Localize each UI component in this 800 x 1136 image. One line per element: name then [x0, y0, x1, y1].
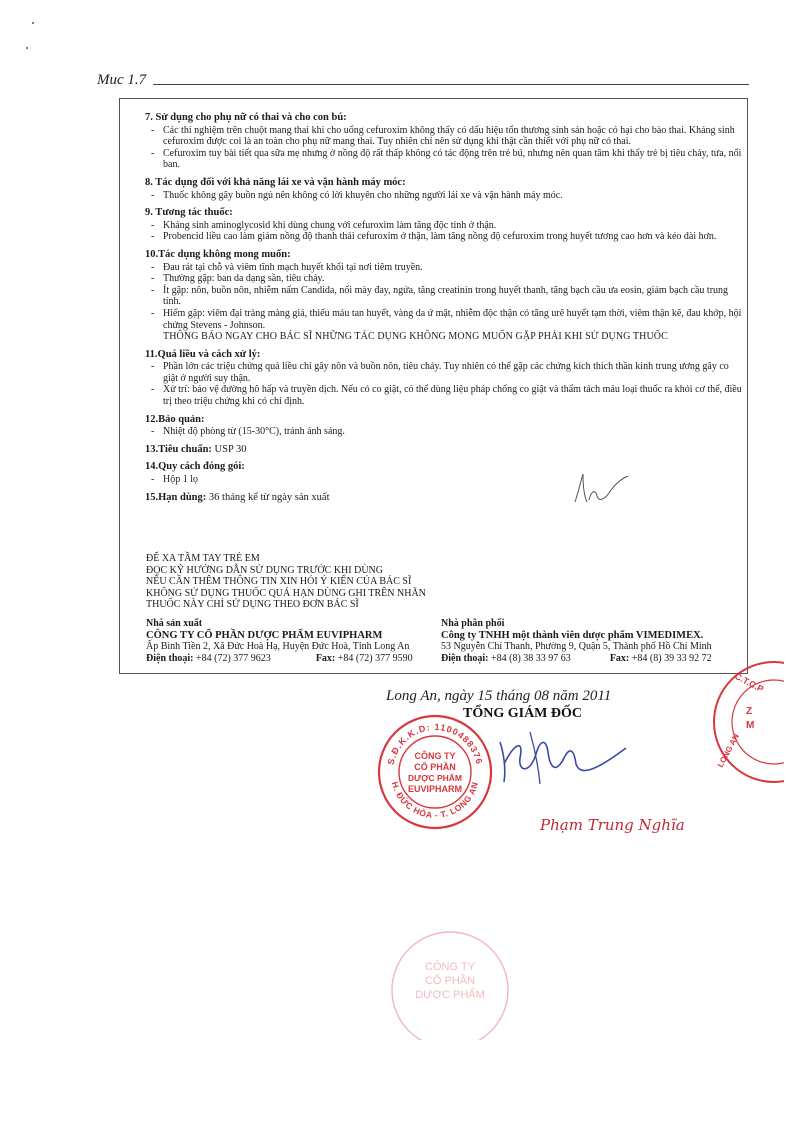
section-11: [145, 349, 745, 408]
section-title-text: 12.Bảo quản:: [145, 413, 205, 425]
distributor-phone-label: Điện thoại:: [441, 652, 489, 664]
warning-line: KHÔNG SỬ DỤNG THUỐC QUÁ HẠN DÙNG GHI TRÊN NHÃN: [146, 587, 426, 599]
section-title-text: 8. Tác dụng đối với khả năng lái xe và vận hành máy móc:: [145, 176, 406, 188]
signature-title: TỔNG GIÁM ĐỐC: [463, 706, 582, 721]
seal-line-4: EUVIPHARM: [407, 784, 463, 794]
seal-line-3: DƯỢC PHẨM: [408, 773, 462, 783]
section-inline-value: 36 tháng kể từ ngày sản xuất: [208, 491, 330, 503]
seal-line-1: CÔNG TY: [414, 751, 456, 761]
warning-block: [146, 553, 466, 611]
section-header-label: Muc 1.7: [97, 72, 147, 88]
bullet-item: - Nhiệt độ phòng từ (15-30°C), tránh ánh sáng.: [151, 426, 745, 438]
partial-seal-text-1: C.T.C.P: [733, 670, 766, 695]
manufacturer-fax: +84 (72) 377 9590: [337, 652, 413, 664]
warning-line: ĐỌC KỸ HƯỚNG DẪN SỬ DỤNG TRƯỚC KHI DÙNG: [146, 564, 383, 576]
bullet-item: - Xử trí: bảo vệ đường hô hấp và truyền dịch. Nếu có co giật, có thể dùng liệu pháp chống co giật và thẩm tách máu loại thuốc ra khỏi cơ thể, điều trị theo triệu chứng khi có chỉ định.: [151, 384, 745, 407]
distributor-fax-label: Fax:: [609, 652, 630, 664]
bullet-item: - Các thí nghiệm trên chuột mang thai khi cho uống cefuroxim không thấy có dấu hiệu tổn thương sinh sản hoặc có hại cho bào thai. Kháng sinh cefuroxim được coi là an toàn cho phụ nữ mang thai. Tuy nhiên chỉ nên sử dụng khi thật cần thiết với phụ nữ có thai.: [151, 125, 745, 148]
section-title: [145, 444, 745, 456]
section-title: [145, 414, 745, 426]
manufacturer-block: [146, 618, 446, 664]
section-title-text: 13.Tiêu chuẩn:: [145, 443, 212, 455]
distributor-address: 53 Nguyễn Chí Thanh, Phường 9, Quận 5, Thành phố Hồ Chí Minh: [441, 641, 712, 653]
manufacturer-role: Nhà sản xuất: [146, 618, 203, 629]
bullet-item: - Kháng sinh aminoglycosid khi dùng chung với cefuroxim làm tăng độc tính ở thận.: [151, 220, 745, 232]
section-8: [145, 177, 745, 201]
section-inline-value: USP 30: [214, 443, 247, 455]
section-title-text: 7. Sử dụng cho phụ nữ có thai và cho con bú:: [145, 112, 347, 123]
scan-speck: [32, 22, 34, 24]
section-title-text: 9. Tương tác thuốc:: [145, 207, 233, 219]
leaflet-content: [145, 112, 745, 509]
partial-seal-text-4: LONG AN: [715, 732, 741, 769]
section-title: [145, 249, 745, 261]
partial-seal: [694, 656, 784, 786]
header-rule: [153, 84, 749, 85]
distributor-phone: +84 (8) 38 33 97 63: [491, 652, 571, 664]
bullet-item: - Phần lớn các triệu chứng quá liều chỉ gây nôn và buồn nôn, tiêu chảy. Tuy nhiên có thể gặp các chứng kích thích thần kinh trung ương gây co giật ở người suy thận.: [151, 361, 745, 384]
partial-seal-text-2: Z: [746, 706, 753, 717]
section-title: [145, 349, 745, 361]
warning-line: ĐỂ XA TẦM TAY TRẺ EM: [146, 553, 260, 564]
director-signature: [490, 724, 630, 794]
faded-seal-imprint: [380, 930, 540, 1040]
distributor-role: Nhà phân phối: [441, 618, 505, 629]
signer-name: Phạm Trung Nghĩa: [540, 816, 685, 834]
section-title: [145, 461, 745, 473]
warning-line: NẾU CẦN THÊM THÔNG TIN XIN HỎI Ý KIẾN CỦA BÁC SĨ: [146, 576, 412, 588]
section-13: [145, 444, 745, 456]
notice-line: THÔNG BÁO NGAY CHO BÁC SĨ NHỮNG TÁC DỤNG KHÔNG MONG MUỐN GẶP PHẢI KHI SỬ DỤNG THUỐC: [163, 331, 668, 343]
manufacturer-address: Ấp Bình Tiền 2, Xã Đức Hoà Hạ, Huyện Đức Hoà, Tỉnh Long An: [146, 641, 410, 653]
section-title: [145, 207, 745, 219]
manufacturer-phone: +84 (72) 377 9623: [196, 652, 271, 664]
section-title: [145, 492, 745, 504]
faded-seal-line-1: CÔNG TY: [425, 961, 475, 973]
section-title: [145, 177, 745, 189]
manufacturer-phone-label: Điện thoại:: [146, 652, 194, 664]
distributor-fax: +84 (8) 39 33 92 72: [631, 652, 712, 664]
signature-date-line: Long An, ngày 15 tháng 08 năm 2011: [386, 688, 612, 704]
section-9: [145, 207, 745, 243]
seal-ring-top-text: S.Đ.K.K.D: 1100488376: [385, 721, 485, 766]
section-title-text: 11.Quá liều và cách xử lý:: [145, 348, 261, 360]
seal-ring-bottom-text: H. ĐỨC HÒA - T. LONG AN: [389, 780, 481, 821]
bullet-item: - Hiếm gặp: viêm đại tràng màng giả, thiếu máu tan huyết, vàng da ứ mật, nhiễm độc thận có tăng urê huyết tạm thời, viêm thận kẽ, đau khớp, hội chứng Stevens - Johnson.: [151, 308, 745, 331]
bullet-item: - Ít gặp: nôn, buồn nôn, nhiễm nấm Candida, nổi mày đay, ngứa, tăng creatinin trong huyết thanh, tăng bạch cầu ưa eosin, giảm bạch cầu trung tính.: [151, 285, 745, 308]
section-title: [145, 112, 745, 124]
section-title-text: 15.Hạn dùng:: [145, 491, 207, 503]
partial-seal-text-3: M: [746, 720, 755, 731]
bullet-item: - Hộp 1 lọ: [151, 474, 745, 486]
scan-speck: [26, 47, 28, 49]
bullet-item: - Thuốc không gây buồn ngủ nên không có lời khuyên cho những người lái xe và vận hành máy móc.: [151, 190, 745, 202]
bullet-item: - Probencid liều cao làm giảm nồng độ thanh thải cefuroxim ở thận, làm tăng nồng độ cefuroxim trong huyết tương cao hơn và kéo dài hơn.: [151, 231, 745, 243]
warning-line: THUỐC NÀY CHỈ SỬ DỤNG THEO ĐƠN BÁC SĨ: [146, 599, 359, 611]
distributor-company: Công ty TNHH một thành viên dược phẩm VIMEDIMEX.: [441, 629, 704, 641]
faded-seal-line-2: CỔ PHẦN: [424, 975, 476, 987]
handwritten-initials: [571, 470, 631, 510]
company-seal: [375, 712, 495, 832]
section-15: [145, 492, 745, 504]
section-7: [145, 112, 745, 171]
faded-seal-line-3: DƯỢC PHẨM: [415, 989, 485, 1001]
section-14: [145, 461, 745, 485]
bullet-item: - Cefuroxim tuy bài tiết qua sữa mẹ nhưng ở nồng độ rất thấp không có tác động trên trẻ bú, nhưng nên quan tâm khi thấy trẻ bị tiêu chảy, tưa, nổi ban.: [151, 148, 745, 171]
section-10: [145, 249, 745, 343]
manufacturer-fax-label: Fax:: [315, 652, 336, 664]
bullet-item: - Đau rát tại chỗ và viêm tĩnh mạch huyết khối tại nơi tiêm truyền.: [151, 262, 745, 274]
bullet-item: - Thường gặp: ban da dạng sần, tiêu chảy.: [151, 273, 745, 285]
manufacturer-company: CÔNG TY CỔ PHẦN DƯỢC PHẨM EUVIPHARM: [146, 629, 383, 641]
manufacturer-contact: [146, 653, 446, 665]
seal-line-2: CỔ PHẦN: [414, 762, 456, 772]
section-title-text: 14.Quy cách đóng gói:: [145, 461, 245, 473]
section-12: [145, 414, 745, 438]
section-title-text: 10.Tác dụng không mong muốn:: [145, 248, 291, 260]
